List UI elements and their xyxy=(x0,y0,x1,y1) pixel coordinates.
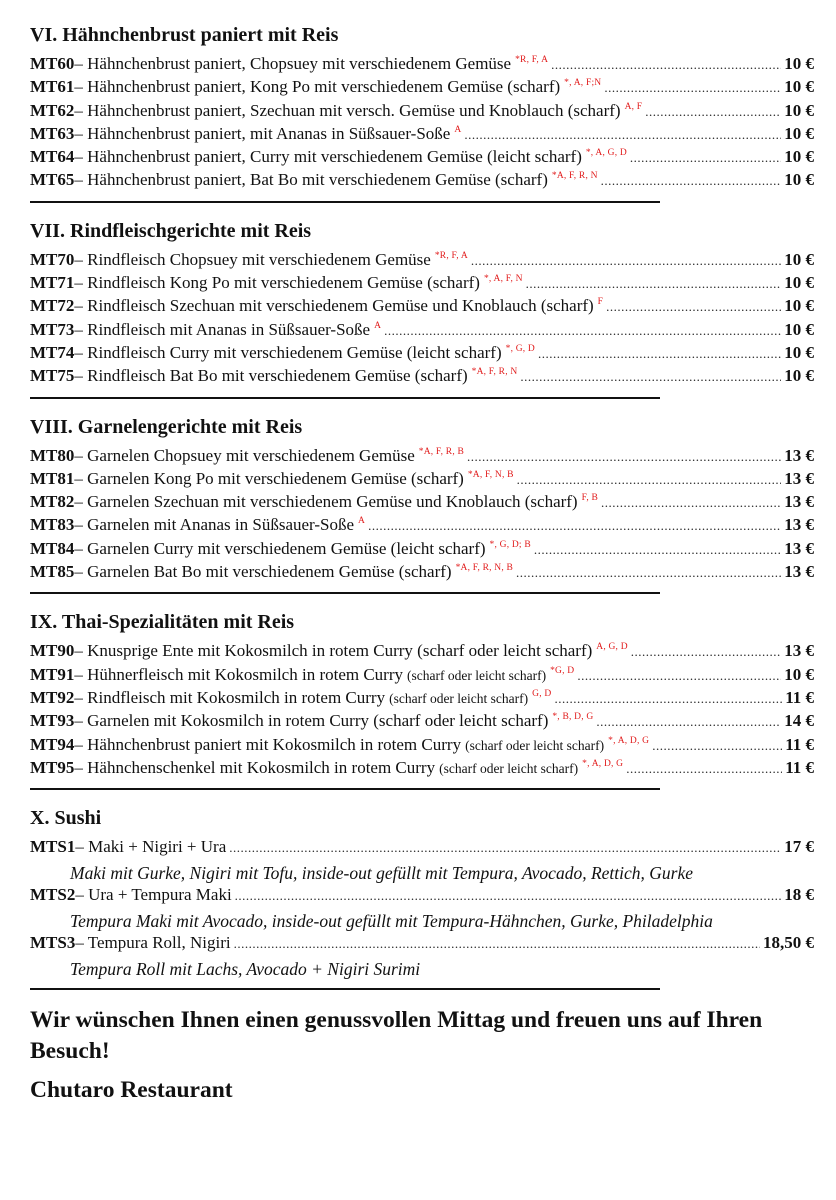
menu-section-sushi xyxy=(30,805,814,990)
item-description: – Rindfleisch Curry mit verschiedenem Gemüse (leicht scharf) xyxy=(74,342,502,362)
item-price: 10 € xyxy=(784,249,814,269)
dot-leader xyxy=(626,758,782,778)
menu-item xyxy=(30,515,814,538)
item-subtext: Maki mit Gurke, Nigiri mit Tofu, inside-out gefüllt mit Tempura, Avocado, Rettich, Gurke xyxy=(70,863,693,884)
menu-item xyxy=(30,54,814,77)
item-description: – Garnelen Chopsuey mit verschiedenem Gemüse xyxy=(74,445,415,465)
menu-section xyxy=(30,22,814,203)
menu-item xyxy=(30,446,814,469)
item-description: – Rindfleisch Bat Bo mit verschiedenem Gemüse (scharf) xyxy=(74,366,468,386)
allergen-codes: *, A, F, N xyxy=(483,274,523,285)
section-title: VII. Rindfleischgerichte mit Reis xyxy=(30,219,312,242)
dot-leader xyxy=(604,77,781,97)
allergen-codes: *A, F, N, B xyxy=(467,469,514,480)
item-description: – Rindfleisch Chopsuey mit verschiedenem Gemüse xyxy=(74,249,431,269)
item-code: MT71 xyxy=(30,273,75,293)
item-price: 18,50 € xyxy=(763,933,814,953)
dot-leader xyxy=(526,273,782,293)
item-code: MT91 xyxy=(30,664,75,684)
allergen-codes: *G, D xyxy=(550,665,575,676)
menu-item xyxy=(30,124,814,147)
dot-leader xyxy=(471,250,781,270)
item-code: MT64 xyxy=(30,147,75,167)
item-code: MT70 xyxy=(30,249,75,269)
item-description: – Rindfleisch mit Kokosmilch in rotem Curry xyxy=(74,687,386,707)
menu-item xyxy=(30,688,814,711)
item-description: – Ura + Tempura Maki xyxy=(75,885,232,905)
item-code: MT61 xyxy=(30,77,75,97)
menu-item xyxy=(30,101,814,124)
item-price: 13 € xyxy=(784,562,814,582)
menu-item xyxy=(30,735,814,758)
item-description: – Hähnchenbrust paniert, Szechuan mit versch. Gemüse und Knoblauch (scharf) xyxy=(74,100,621,120)
menu-item xyxy=(30,296,814,319)
item-code: MT83 xyxy=(30,515,75,535)
section-divider xyxy=(30,988,660,990)
item-price: 13 € xyxy=(784,538,814,558)
allergen-codes: *A, F, R, N, B xyxy=(455,563,514,574)
menu-item xyxy=(30,665,814,688)
dot-leader xyxy=(645,101,781,121)
menu-item xyxy=(30,469,814,492)
item-note: (scharf oder leicht scharf) xyxy=(407,667,547,683)
item-code: MT95 xyxy=(30,757,75,777)
dot-leader xyxy=(630,147,781,167)
item-description: – Maki + Nigiri + Ura xyxy=(75,837,227,857)
allergen-codes: *, A, F;N xyxy=(564,78,602,89)
allergen-codes: G, D xyxy=(532,688,552,699)
item-price: 10 € xyxy=(784,123,814,143)
dot-leader xyxy=(235,885,782,905)
menu-item xyxy=(30,885,814,909)
allergen-codes: *, A, G, D xyxy=(585,148,627,159)
item-price: 17 € xyxy=(784,837,814,857)
allergen-codes: *A, F, R, N xyxy=(551,171,598,182)
item-price: 10 € xyxy=(784,100,814,120)
item-price: 13 € xyxy=(784,515,814,535)
allergen-codes: A xyxy=(358,516,366,527)
dot-leader xyxy=(601,492,781,512)
allergen-codes: *, B, D, G xyxy=(552,712,594,723)
menu-item xyxy=(30,539,814,562)
item-description: – Garnelen Szechuan mit verschiedenem Gemüse und Knoblauch (scharf) xyxy=(74,492,578,512)
restaurant-signature: Chutaro Restaurant xyxy=(30,1077,233,1104)
menu-item xyxy=(30,320,814,343)
item-description: – Garnelen Bat Bo mit verschiedenem Gemüse (scharf) xyxy=(74,562,452,582)
item-price: 13 € xyxy=(784,468,814,488)
section-title: X. Sushi xyxy=(30,807,102,830)
menu-section xyxy=(30,218,814,399)
item-description: – Garnelen Curry mit verschiedenem Gemüse (leicht scharf) xyxy=(74,538,486,558)
item-note: (scharf oder leicht scharf) xyxy=(465,737,605,753)
section-title: VIII. Garnelengerichte mit Reis xyxy=(30,415,303,438)
item-description: – Hähnchenbrust paniert mit Kokosmilch in rotem Curry xyxy=(74,734,462,754)
item-code: MTS2 xyxy=(30,885,76,905)
item-subtext: Tempura Maki mit Avocado, inside-out gefüllt mit Tempura-Hähnchen, Gurke, Philadelphia xyxy=(70,911,713,932)
section-divider xyxy=(30,397,660,399)
item-description: – Hähnchenbrust paniert, Curry mit verschiedenem Gemüse (leicht scharf) xyxy=(74,147,582,167)
item-code: MT75 xyxy=(30,366,75,386)
item-code: MTS1 xyxy=(30,837,76,857)
menu-section xyxy=(30,414,814,595)
item-code: MT85 xyxy=(30,562,75,582)
item-code: MT63 xyxy=(30,123,75,143)
item-note: (scharf oder leicht scharf) xyxy=(389,690,529,706)
item-description: – Hühnerfleisch mit Kokosmilch in rotem Curry xyxy=(74,664,404,684)
dot-leader xyxy=(606,296,781,316)
menu-item xyxy=(30,492,814,515)
allergen-codes: *A, F, R, B xyxy=(418,446,465,457)
menu-item xyxy=(30,933,814,957)
item-price: 10 € xyxy=(784,366,814,386)
item-description: – Hähnchenbrust paniert, mit Ananas in Süßsauer-Soße xyxy=(74,123,451,143)
menu-item xyxy=(30,758,814,781)
dot-leader xyxy=(601,170,782,190)
item-price: 11 € xyxy=(785,734,814,754)
item-code: MT62 xyxy=(30,100,75,120)
dot-leader xyxy=(554,688,782,708)
item-price: 13 € xyxy=(784,641,814,661)
allergen-codes: *R, F, A xyxy=(434,250,468,261)
item-code: MT65 xyxy=(30,170,75,190)
menu-item xyxy=(30,641,814,664)
item-price: 10 € xyxy=(784,147,814,167)
dot-leader xyxy=(520,366,781,386)
item-price: 10 € xyxy=(784,170,814,190)
item-description: – Garnelen Kong Po mit verschiedenem Gemüse (scharf) xyxy=(74,468,464,488)
dot-leader xyxy=(229,837,781,857)
allergen-codes: *, G, D xyxy=(505,343,535,354)
dot-leader xyxy=(534,539,781,559)
item-price: 10 € xyxy=(784,54,814,73)
item-price: 10 € xyxy=(784,319,814,339)
item-price: 10 € xyxy=(784,664,814,684)
allergen-codes: F, B xyxy=(581,493,599,504)
item-description: – Hähnchenbrust paniert, Chopsuey mit verschiedenem Gemüse xyxy=(74,54,512,73)
item-code: MT94 xyxy=(30,734,75,754)
dot-leader xyxy=(538,343,781,363)
allergen-codes: A xyxy=(454,124,462,135)
item-description: – Garnelen mit Ananas in Süßsauer-Soße xyxy=(74,515,355,535)
item-price: 13 € xyxy=(784,445,814,465)
dot-leader xyxy=(234,933,760,953)
allergen-codes: *, G, D; B xyxy=(489,539,531,550)
item-price: 10 € xyxy=(784,273,814,293)
lunch-menu xyxy=(30,22,814,1105)
allergen-codes: *, A, D, G xyxy=(582,758,624,769)
item-description: – Tempura Roll, Nigiri xyxy=(75,933,231,953)
dot-leader xyxy=(551,54,781,74)
menu-section xyxy=(30,609,814,790)
item-price: 11 € xyxy=(785,757,814,777)
allergen-codes: A, G, D xyxy=(596,642,628,653)
menu-item xyxy=(30,711,814,734)
item-price: 11 € xyxy=(785,687,814,707)
item-description: – Rindfleisch Szechuan mit verschiedenem Gemüse und Knoblauch (scharf) xyxy=(74,296,594,316)
item-code: MT90 xyxy=(30,641,75,661)
item-description: – Rindfleisch mit Ananas in Süßsauer-Soße xyxy=(74,319,371,339)
item-code: MTS3 xyxy=(30,933,76,953)
allergen-codes: A xyxy=(374,320,382,331)
menu-item xyxy=(30,273,814,296)
item-note: (scharf oder leicht scharf) xyxy=(439,760,579,776)
menu-item xyxy=(30,250,814,273)
item-code: MT84 xyxy=(30,538,75,558)
item-price: 10 € xyxy=(784,342,814,362)
menu-item xyxy=(30,343,814,366)
section-divider xyxy=(30,201,660,203)
item-price: 14 € xyxy=(784,711,814,731)
section-divider xyxy=(30,788,660,790)
item-code: MT82 xyxy=(30,492,75,512)
closing-message: Wir wünschen Ihnen einen genussvollen Mittag und freuen uns auf Ihren Besuch! xyxy=(30,1007,763,1065)
dot-leader xyxy=(631,641,781,661)
menu-item xyxy=(30,837,814,861)
section-title: IX. Thai-Spezialitäten mit Reis xyxy=(30,611,295,634)
dot-leader xyxy=(384,320,781,340)
dot-leader xyxy=(464,124,781,144)
menu-item xyxy=(30,562,814,585)
item-price: 10 € xyxy=(784,296,814,316)
item-price: 18 € xyxy=(784,885,814,905)
item-code: MT93 xyxy=(30,711,75,731)
dot-leader xyxy=(368,515,781,535)
item-code: MT80 xyxy=(30,445,75,465)
item-code: MT60 xyxy=(30,54,75,73)
item-code: MT73 xyxy=(30,319,75,339)
allergen-codes: *, A, D, G xyxy=(608,735,650,746)
allergen-codes: F xyxy=(597,297,604,308)
allergen-codes: A, F xyxy=(624,101,643,112)
menu-item xyxy=(30,170,814,193)
item-description: – Garnelen mit Kokosmilch in rotem Curry (scharf oder leicht scharf) xyxy=(74,711,549,731)
item-price: 10 € xyxy=(784,77,814,97)
menu-item xyxy=(30,77,814,100)
menu-item xyxy=(30,147,814,170)
item-code: MT81 xyxy=(30,468,75,488)
allergen-codes: *R, F, A xyxy=(515,55,549,65)
item-code: MT72 xyxy=(30,296,75,316)
section-divider xyxy=(30,592,660,594)
item-code: MT92 xyxy=(30,687,75,707)
dot-leader xyxy=(517,469,782,489)
dot-leader xyxy=(596,711,781,731)
dot-leader xyxy=(516,562,781,582)
dot-leader xyxy=(652,735,782,755)
item-description: – Hähnchenschenkel mit Kokosmilch in rotem Curry xyxy=(74,757,436,777)
section-title: VI. Hähnchenbrust paniert mit Reis xyxy=(30,24,339,46)
dot-leader xyxy=(467,446,781,466)
item-description: – Rindfleisch Kong Po mit verschiedenem Gemüse (scharf) xyxy=(74,273,480,293)
item-description: – Hähnchenbrust paniert, Bat Bo mit verschiedenem Gemüse (scharf) xyxy=(74,170,548,190)
item-description: – Knusprige Ente mit Kokosmilch in rotem Curry (scharf oder leicht scharf) xyxy=(74,641,593,661)
menu-item xyxy=(30,366,814,389)
item-price: 13 € xyxy=(784,492,814,512)
dot-leader xyxy=(577,665,781,685)
item-description: – Hähnchenbrust paniert, Kong Po mit verschiedenem Gemüse (scharf) xyxy=(74,77,561,97)
item-subtext: Tempura Roll mit Lachs, Avocado + Nigiri Surimi xyxy=(70,959,421,980)
allergen-codes: *A, F, R, N xyxy=(471,367,518,378)
item-code: MT74 xyxy=(30,342,75,362)
